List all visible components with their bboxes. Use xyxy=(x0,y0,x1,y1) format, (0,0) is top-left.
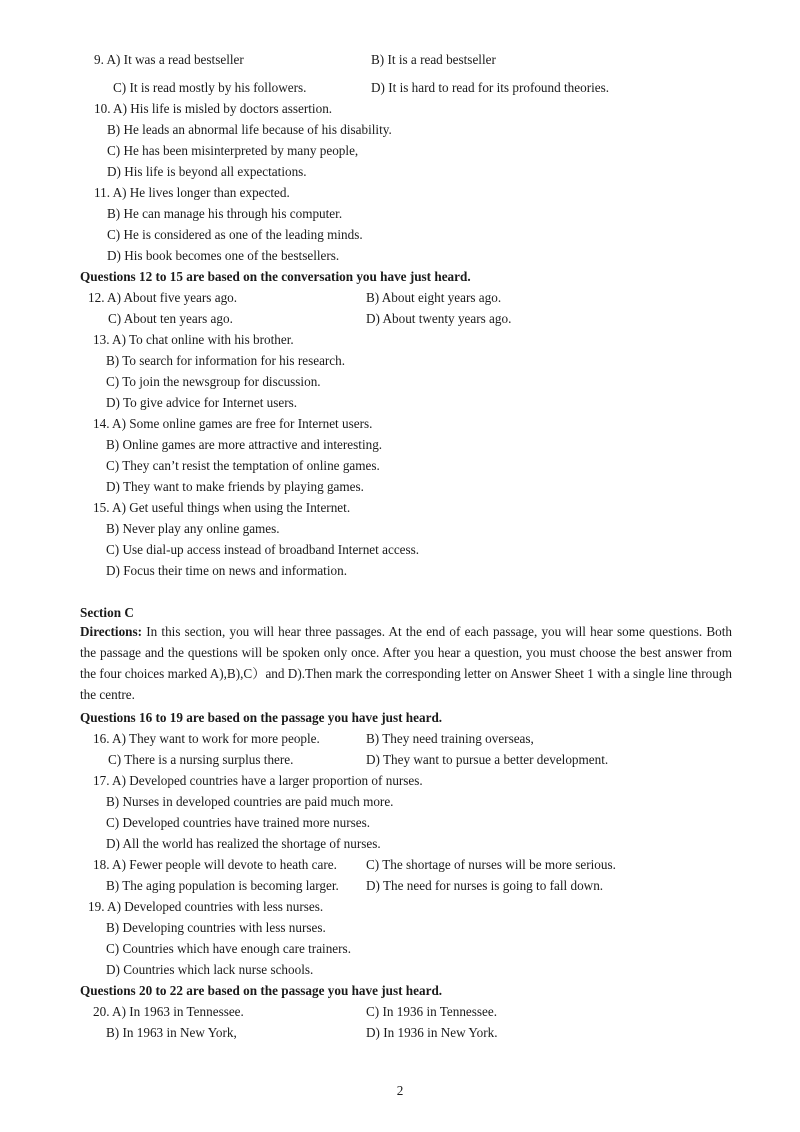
q13-option-b: B) To search for information for his research. xyxy=(106,353,346,368)
q9-option-d: D) It is hard to read for its profound theories. xyxy=(371,80,610,95)
q15-option-c: C) Use dial-up access instead of broadband Internet access. xyxy=(106,542,420,557)
q11-option-d: D) His book becomes one of the bestsellers. xyxy=(107,248,340,263)
heading-questions-12-15: Questions 12 to 15 are based on the conversation you have just heard. xyxy=(80,269,471,284)
q17-option-b: B) Nurses in developed countries are paid much more. xyxy=(106,794,394,809)
q18-option-a: 18. A) Fewer people will devote to heath care. xyxy=(93,857,337,872)
q16-option-c: C) There is a nursing surplus there. xyxy=(108,752,294,767)
q9-option-c: C) It is read mostly by his followers. xyxy=(113,80,307,95)
q10-option-c: C) He has been misinterpreted by many people, xyxy=(107,143,359,158)
q11-option-a: 11. A) He lives longer than expected. xyxy=(94,185,290,200)
q20-option-d: D) In 1936 in New York. xyxy=(366,1025,498,1040)
q11-option-c: C) He is considered as one of the leading minds. xyxy=(107,227,363,242)
heading-questions-16-19: Questions 16 to 19 are based on the passage you have just heard. xyxy=(80,710,443,725)
q13-option-d: D) To give advice for Internet users. xyxy=(106,395,298,410)
q12-option-b: B) About eight years ago. xyxy=(366,290,502,305)
q16-option-d: D) They want to pursue a better development. xyxy=(366,752,609,767)
section-c-directions xyxy=(80,621,732,705)
q14-option-d: D) They want to make friends by playing games. xyxy=(106,479,364,494)
q16-option-b: B) They need training overseas, xyxy=(366,731,534,746)
q17-option-d: D) All the world has realized the shortage of nurses. xyxy=(106,836,381,851)
q11-option-b: B) He can manage his through his computer. xyxy=(107,206,343,221)
directions-text: In this section, you will hear three passages. At the end of each passage, you will hear some questions. Both the passage and the questions will be spoken only once. After you hear a question, you must choose the best answer from the four choices marked A),B),C）and D).Then mark the corresponding letter on Answer Sheet 1 with a single line through the centre. xyxy=(80,624,732,702)
q15-option-a: 15. A) Get useful things when using the Internet. xyxy=(93,500,351,515)
q10-option-b: B) He leads an abnormal life because of his disability. xyxy=(107,122,392,137)
q15-option-b: B) Never play any online games. xyxy=(106,521,280,536)
q14-option-b: B) Online games are more attractive and interesting. xyxy=(106,437,383,452)
q12-option-d: D) About twenty years ago. xyxy=(366,311,512,326)
q17-option-c: C) Developed countries have trained more nurses. xyxy=(106,815,371,830)
q14-option-a: 14. A) Some online games are free for Internet users. xyxy=(93,416,373,431)
q10-option-d: D) His life is beyond all expectations. xyxy=(107,164,307,179)
q12-option-c: C) About ten years ago. xyxy=(108,311,233,326)
q9-option-b: B) It is a read bestseller xyxy=(371,52,496,67)
q14-option-c: C) They can’t resist the temptation of online games. xyxy=(106,458,380,473)
q17-option-a: 17. A) Developed countries have a larger proportion of nurses. xyxy=(93,773,423,788)
q13-option-a: 13. A) To chat online with his brother. xyxy=(93,332,294,347)
q19-option-d: D) Countries which lack nurse schools. xyxy=(106,962,314,977)
q15-option-d: D) Focus their time on news and information. xyxy=(106,563,347,578)
q16-option-a: 16. A) They want to work for more people. xyxy=(93,731,320,746)
q13-option-c: C) To join the newsgroup for discussion. xyxy=(106,374,321,389)
directions-label: Directions: xyxy=(80,624,143,639)
q19-option-a: 19. A) Developed countries with less nurses. xyxy=(88,899,324,914)
section-c-title: Section C xyxy=(80,605,134,620)
page-number: 2 xyxy=(396,1083,404,1098)
q18-option-b: B) The aging population is becoming larger. xyxy=(106,878,339,893)
q19-option-b: B) Developing countries with less nurses. xyxy=(106,920,326,935)
q18-option-c: C) The shortage of nurses will be more serious. xyxy=(366,857,616,872)
q20-option-c: C) In 1936 in Tennessee. xyxy=(366,1004,498,1019)
q12-option-a: 12. A) About five years ago. xyxy=(88,290,238,305)
q20-option-b: B) In 1963 in New York, xyxy=(106,1025,237,1040)
q20-option-a: 20. A) In 1963 in Tennessee. xyxy=(93,1004,244,1019)
q9-option-a: 9. A) It was a read bestseller xyxy=(94,52,244,67)
heading-questions-20-22: Questions 20 to 22 are based on the passage you have just heard. xyxy=(80,983,443,998)
q10-option-a: 10. A) His life is misled by doctors assertion. xyxy=(94,101,333,116)
q19-option-c: C) Countries which have enough care trainers. xyxy=(106,941,351,956)
q18-option-d: D) The need for nurses is going to fall down. xyxy=(366,878,604,893)
